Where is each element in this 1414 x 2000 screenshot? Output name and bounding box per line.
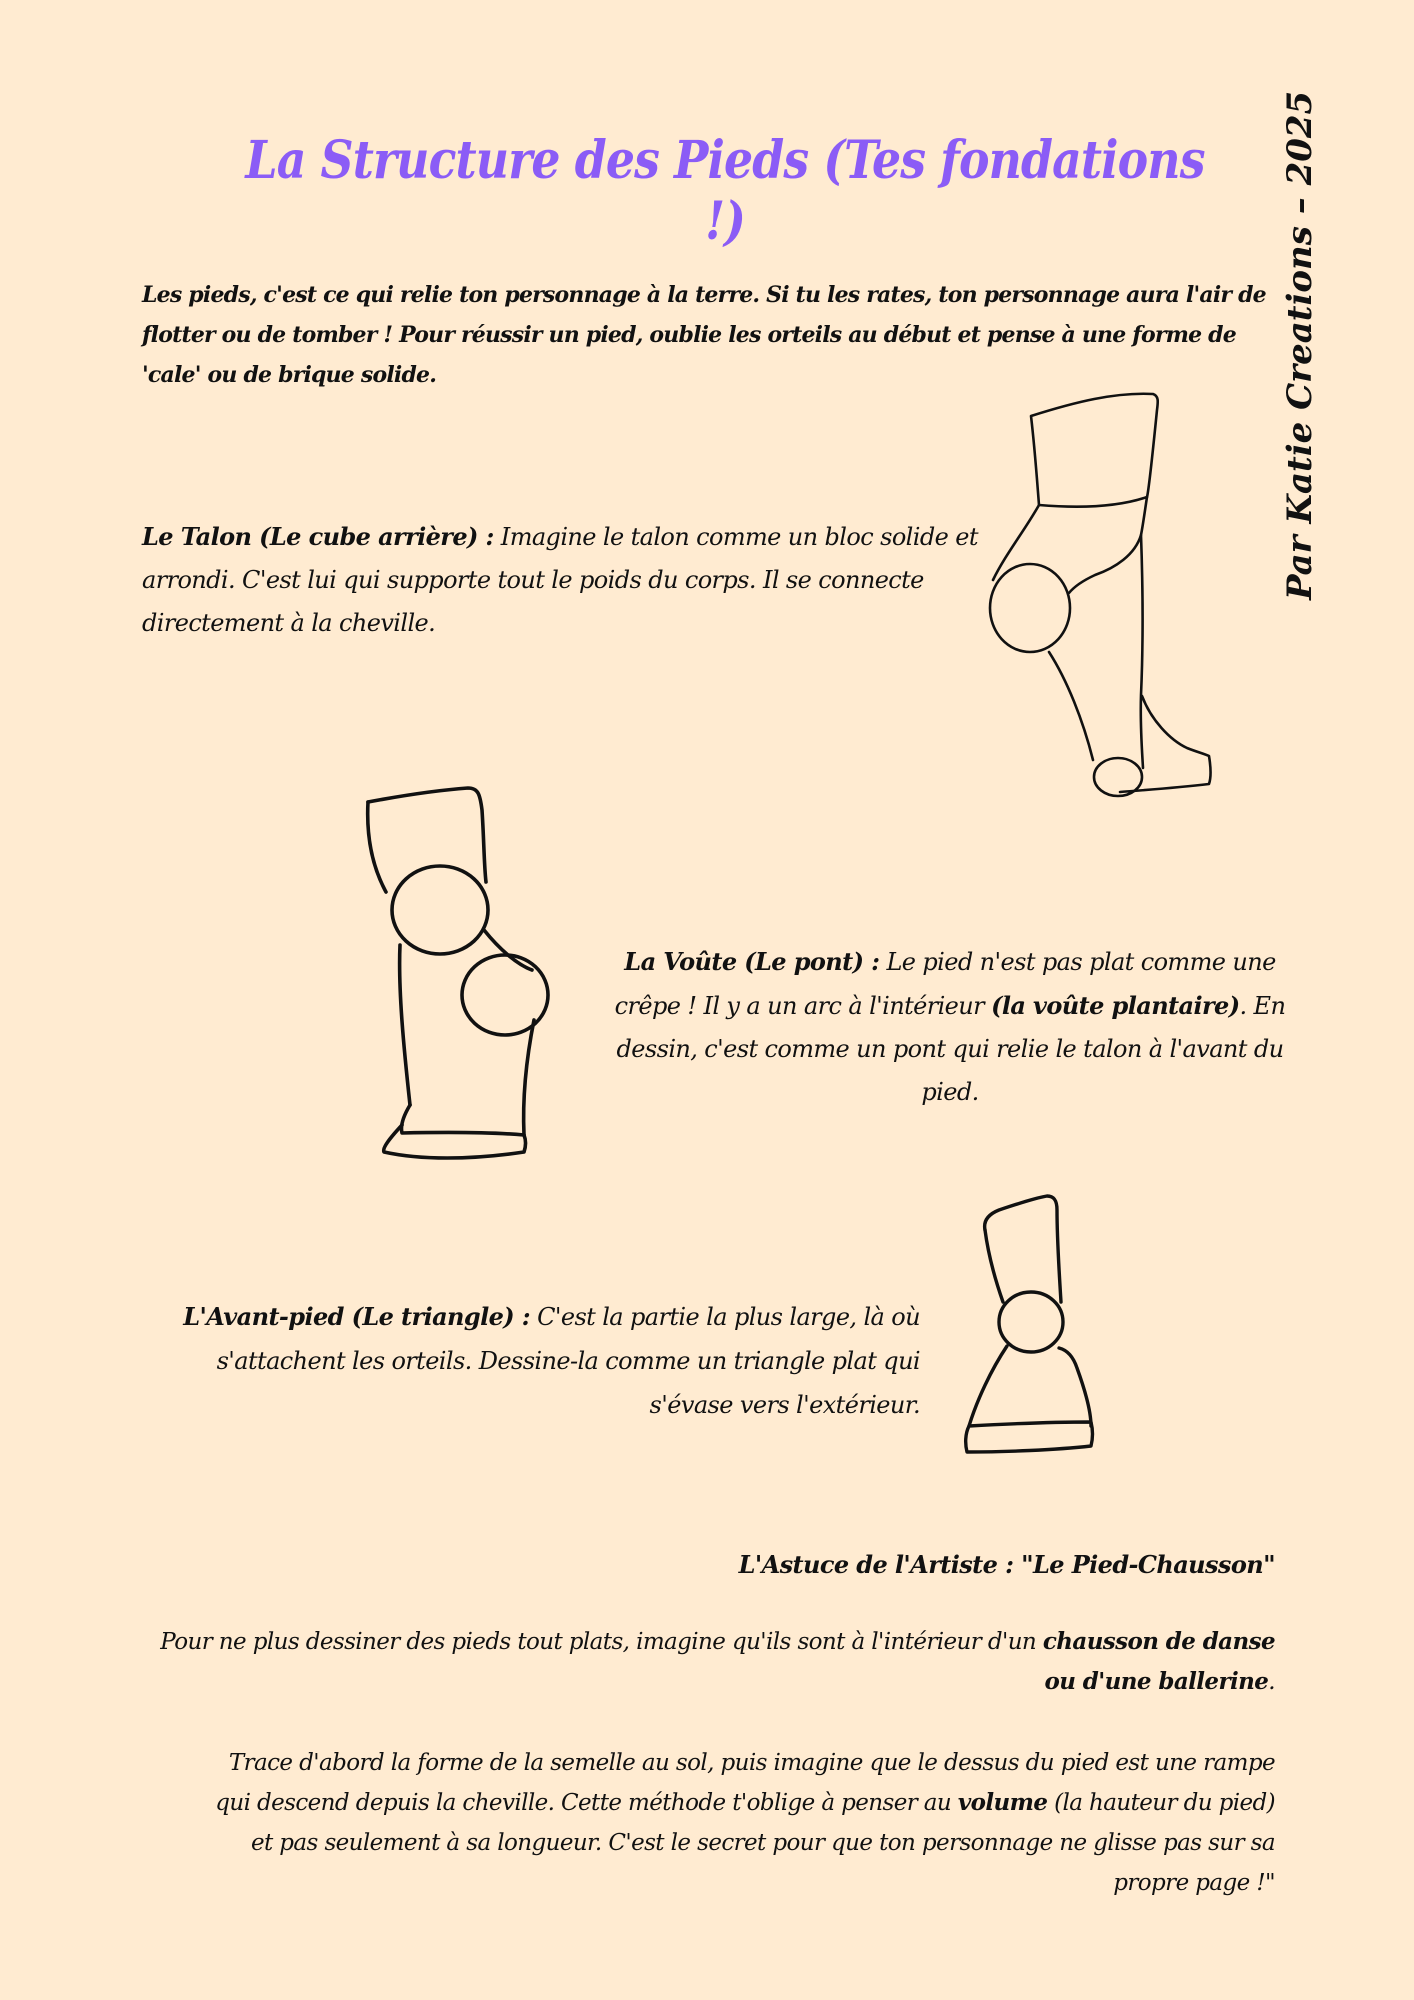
section-talon-heading: Le Talon (Le cube arrière) : [142,522,494,551]
tip-title: L'Astuce de l'Artiste : "Le Pied-Chausson" [738,1550,1275,1579]
foot-three-quarter-sketch [360,780,560,1170]
tip-paragraph-2-end: (la hauteur du pied) et pas seulement à sa longueur. C'est le secret pour que ton personnage ne glisse pas sur sa propre page !" [250,1790,1275,1896]
section-voute-body-end: . En dessin, c'est comme un pont qui relie le talon à l'avant du pied. [616,992,1286,1106]
section-voute-bold-term: (la voûte plantaire) [991,991,1240,1020]
tip-paragraph-1-end: . [1268,1669,1275,1695]
tip-paragraph-2-bold: volume [957,1789,1048,1816]
tip-paragraph-1-text: Pour ne plus dessiner des pieds tout plats, imagine qu'ils sont à l'intérieur d'un [160,1629,1043,1655]
tip-paragraph-1-bold: chausson de danse ou d'une ballerine [1042,1628,1275,1695]
section-voute-heading: La Voûte (Le pont) : [624,947,880,976]
tip-paragraph-1 [150,1622,1275,1702]
foot-front-view-sketch [955,1190,1105,1470]
section-avant-pied-body: C'est la partie la plus large, là où s'attachent les orteils. Dessine-la comme un triangle plat qui s'évase vers l'extérieur. [216,1303,920,1419]
section-talon [142,515,982,645]
section-voute-body: Le pied n'est pas plat comme une crêpe ! Il y a un arc à l'intérieur [614,948,1276,1020]
section-avant-pied [150,1295,920,1427]
foot-side-view-sketch [975,390,1235,790]
tip-paragraph-2 [200,1743,1275,1903]
section-talon-body: Imagine le talon comme un bloc solide et arrondi. C'est lui qui supporte tout le poids du corps. Il se connecte directement à la cheville. [142,523,978,637]
section-voute [605,940,1295,1114]
tip-paragraph-2-text: Trace d'abord la forme de la semelle au sol, puis imagine que le dessus du pied est une rampe qui descend depuis la cheville. Cette méthode t'oblige à penser au [215,1750,1275,1816]
page-title: La Structure des Pieds (Tes fondations !) [245,130,1205,252]
intro-paragraph: Les pieds, c'est ce qui relie ton personnage à la terre. Si tu les rates, ton personnage aura l'air de flotter ou de tomber ! Pour réussir un pied, oublie les orteils au début et pense à une forme de 'cale' ou de brique solide. [142,282,1266,388]
section-avant-pied-heading: L'Avant-pied (Le triangle) : [183,1302,531,1331]
author-credit: Par Katie Creations – 2025 [1280,90,1320,600]
